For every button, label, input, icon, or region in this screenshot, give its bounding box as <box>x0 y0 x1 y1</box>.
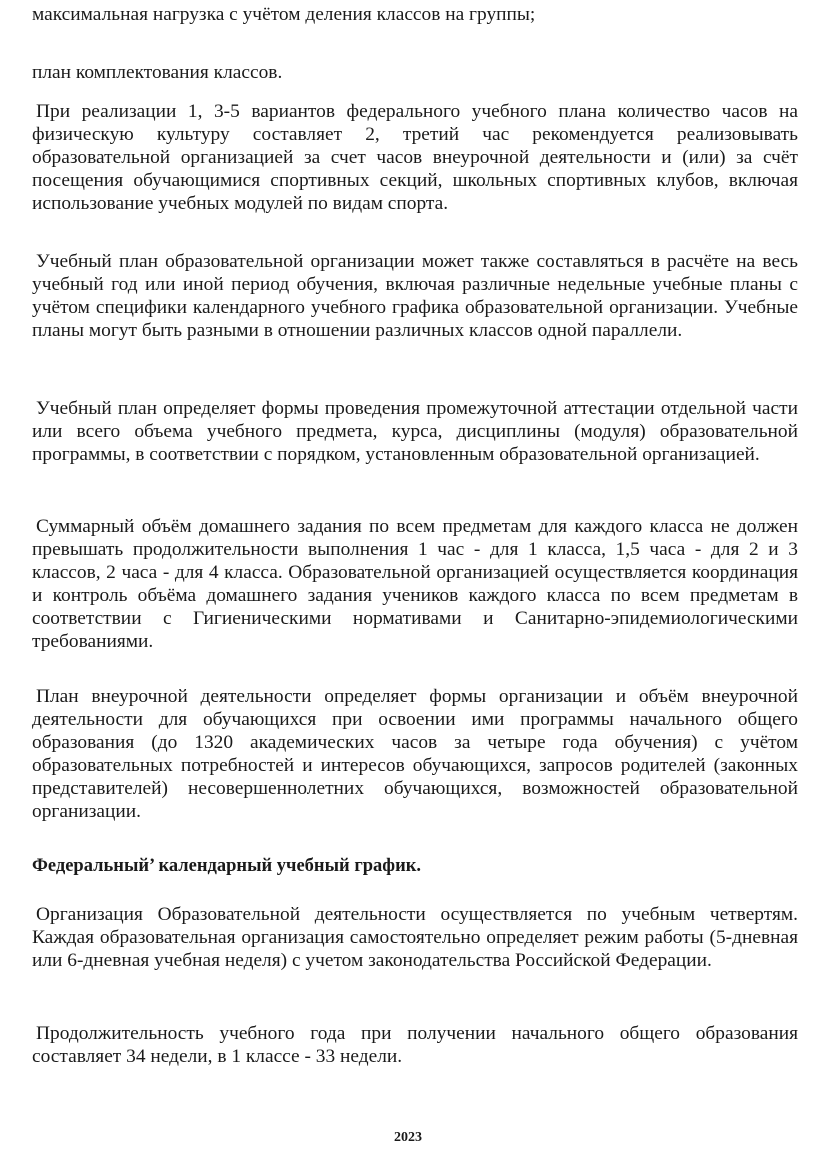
paragraph-duration: Продолжительность учебного года при получении начального общего образования составляет 34 недели, в 1 классе - 33 недели. <box>32 1023 798 1067</box>
paragraph-attestation: Учебный план определяет формы проведения промежуточной аттестации отдельной части или всего объема учебного предмета, курса, дисциплины (модуля) образовательной программы, в соответствии с порядком, установленным образовательной организацией. <box>32 398 798 465</box>
paragraph-study-plan: Учебный план образовательной организации может также составляться в расчёте на весь учебный год или иной период обучения, включая различные недельные учебные планы с учётом специфики календарного учебного графика образовательной организации. Учебные планы могут быть разными в отношении различных классов одной параллели. <box>32 251 798 341</box>
paragraph-extracurricular: План внеурочной деятельности определяет формы организации и объём внеурочной деятельности для обучающихся при освоении ими программы начального общего образования (до 1320 академических часов за четыре года обучения) с учётом образовательных потребностей и интересов обучающихся, запросов родителей (законных представителей) несовершеннолетних обучающихся, возможностей образовательной организации. <box>32 686 798 822</box>
page-footer-year: 2023 <box>394 1130 422 1145</box>
text-line: максимальная нагрузка с учётом деления классов на группы; <box>32 4 536 25</box>
paragraph-homework: Суммарный объём домашнего задания по всем предметам для каждого класса не должен превышать продолжительности выполнения 1 час - для 1 класса, 1,5 часа - для 2 и 3 классов, 2 часа - для 4 класса. Образовательной организацией осуществляется координация и контроль объёма домашнего задания учеников каждого класса по всем предметам в соответствии с Гигиеническими нормативами и Санитарно-эпидемиологическими требованиями. <box>32 516 798 652</box>
paragraph-phys-ed: При реализации 1, 3-5 вариантов федерального учебного плана количество часов на физическую культуру составляет 2, третий час рекомендуется реализовывать образовательной организацией за счет часов внеурочной деятельности и (или) за счёт посещения обучающимися спортивных секций, школьных спортивных клубов, включая использование учебных модулей по видам спорта. <box>32 101 798 214</box>
section-heading: Федеральный’ календарный учебный график. <box>32 856 422 876</box>
text-line: план комплектования классов. <box>32 62 283 83</box>
paragraph-organization: Организация Образовательной деятельности осуществляется по учебным четвертям. Каждая образовательная организация самостоятельно определяет режим работы (5-дневная или 6-дневная учебная неделя) с учетом законодательства Российской Федерации. <box>32 904 798 971</box>
